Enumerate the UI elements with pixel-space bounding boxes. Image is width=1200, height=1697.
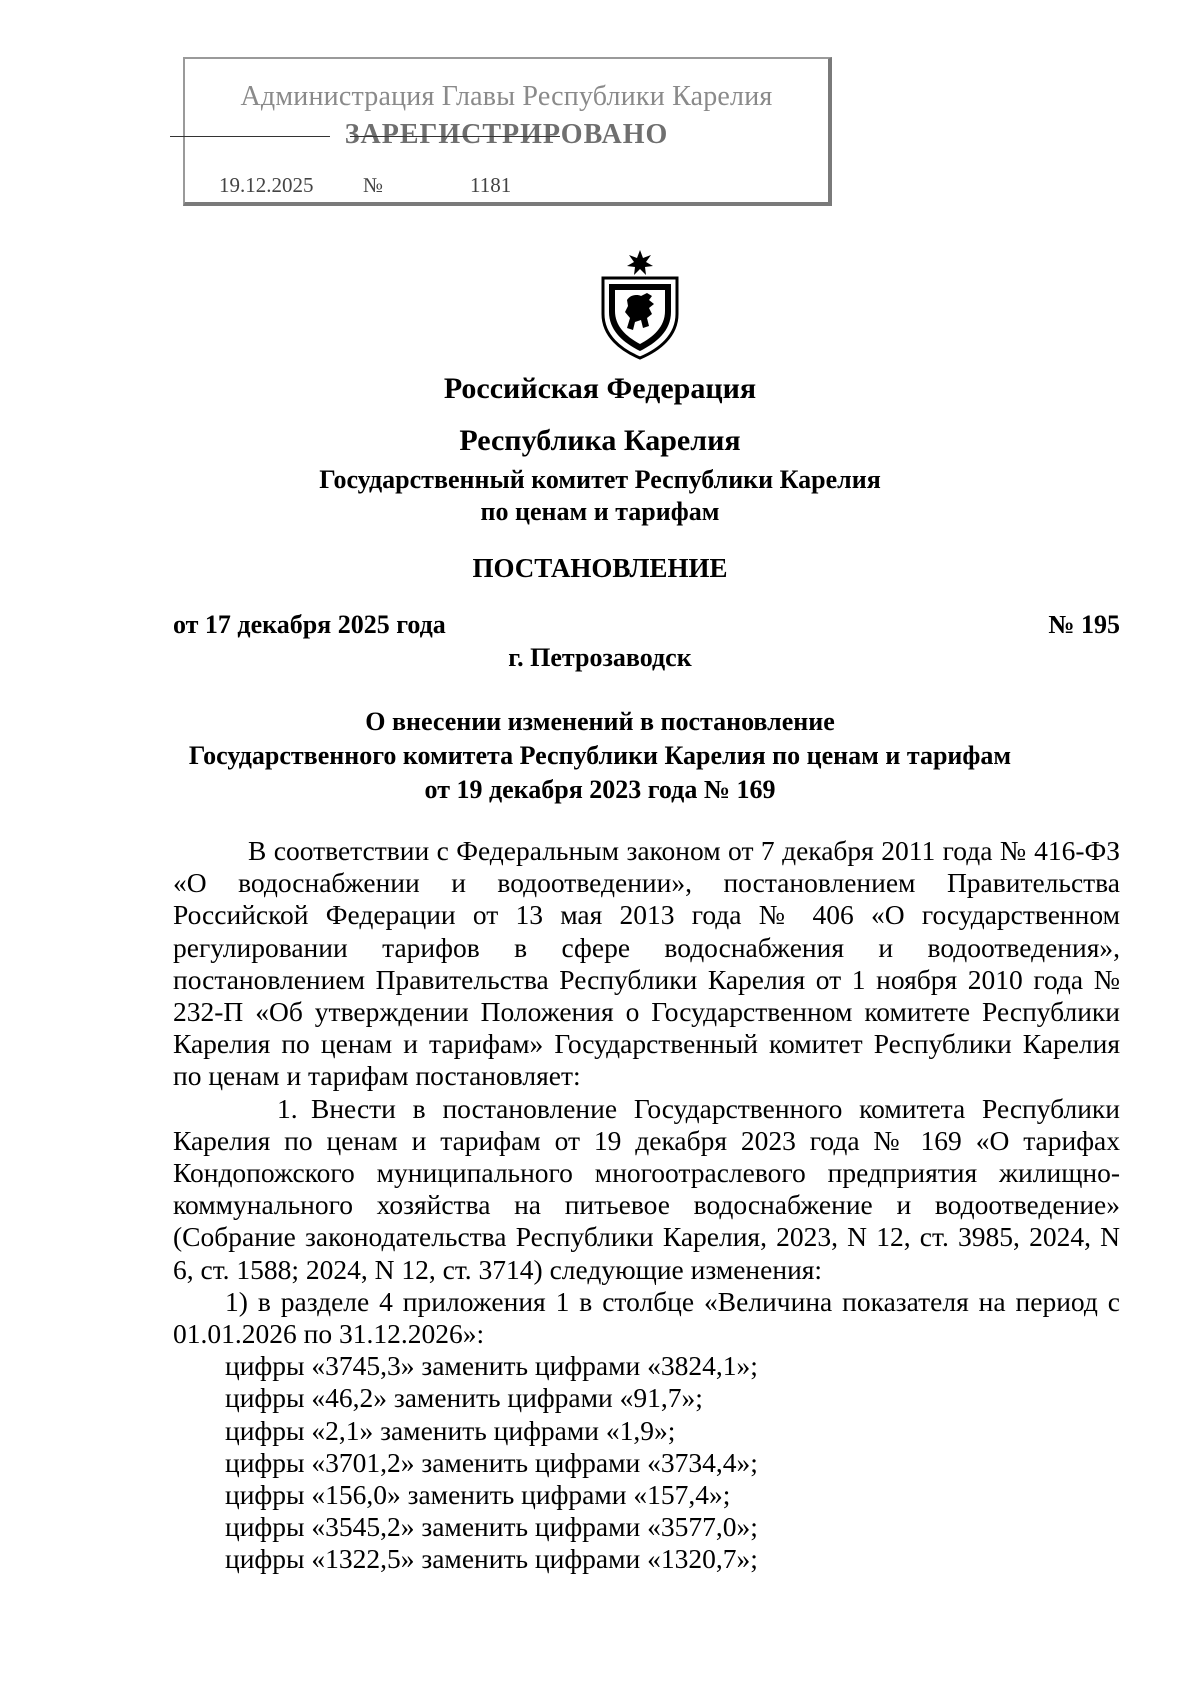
stamp-number: 1181: [470, 173, 512, 197]
stamp-number-label: №: [363, 173, 384, 197]
title-line2: Государственного комитета Республики Карелия по ценам и тарифам: [188, 741, 1012, 770]
preamble-paragraph: В соответствии с Федеральным законом от 7 декабря 2011 года № 416-ФЗ «О водоснабжении и водоотведении», постановлением Правительства Российской Федерации от 13 мая 2013 года № 406 «О государственном регулировании тарифов в сфере водоснабжения и водоотведения», постановлением Правительства Республики Карелия от 1 ноября 2010 года № 232-П «Об утверждении Положения о Государственном комитете Республики Карелия по ценам и тарифам» Государственный комитет Республики Карелия по ценам и тарифам постановляет:: [173, 835, 1120, 1092]
stamp-date: 19.12.2025: [219, 173, 314, 197]
document-number: № 195: [1048, 610, 1120, 639]
change-line: цифры «3745,3» заменить цифрами «3824,1»;: [225, 1350, 758, 1382]
change-line: цифры «2,1» заменить цифрами «1,9»;: [225, 1414, 676, 1446]
change-line: цифры «3701,2» заменить цифрами «3734,4»;: [225, 1446, 758, 1478]
committee-heading-line2: по ценам и тарифам: [480, 497, 720, 526]
title-line3: от 19 декабря 2023 года № 169: [424, 775, 776, 804]
registration-stamp: [183, 57, 832, 206]
change-line: цифры «1322,5» заменить цифрами «1320,7»;: [225, 1543, 758, 1575]
stamp-date-rule: [170, 136, 330, 137]
document-body: [173, 835, 1120, 1576]
karelia-coat-of-arms-icon: [597, 248, 683, 360]
stamp-organization: Администрация Главы Республики Карелия: [240, 81, 773, 112]
stamp-number-rule: [350, 136, 560, 137]
subitem1-paragraph: 1) в разделе 4 приложения 1 в столбце «Величина показателя на период с 01.01.2026 по 31.12.2026»:: [173, 1285, 1120, 1350]
document-city: г. Петрозаводск: [508, 643, 692, 672]
document-type: ПОСТАНОВЛЕНИЕ: [472, 553, 728, 583]
item1-text: Внести в постановление Государственного комитета Республики Карелия по ценам и тарифам от 19 декабря 2023 года № 169 «О тарифах Кондопожского муниципального многоотраслевого предприятия жилищно-коммунального хозяйства на питьевое водоснабжение и водоотведение» (Собрание законодательства Республики Карелия, 2023, N 12, ст. 3985, 2024, N 6, ст. 1588; 2024, N 12, ст. 3714) следующие изменения:: [173, 1092, 1120, 1285]
change-line: цифры «156,0» заменить цифрами «157,4»;: [225, 1479, 731, 1511]
committee-heading-line1: Государственный комитет Республики Карелия: [319, 465, 881, 494]
title-line1: О внесении изменений в постановление: [365, 707, 835, 736]
stamp-status: ЗАРЕГИСТРИРОВАНО: [344, 119, 669, 150]
item1-paragraph: [173, 1093, 1120, 1286]
change-line: цифры «46,2» заменить цифрами «91,7»;: [225, 1382, 703, 1414]
change-line: цифры «3545,2» заменить цифрами «3577,0»;: [225, 1511, 758, 1543]
item1-number: 1.: [277, 1092, 298, 1124]
document-date: от 17 декабря 2025 года: [173, 610, 446, 639]
republic-heading: Республика Карелия: [459, 424, 741, 457]
country-heading: Российская Федерация: [443, 372, 757, 405]
